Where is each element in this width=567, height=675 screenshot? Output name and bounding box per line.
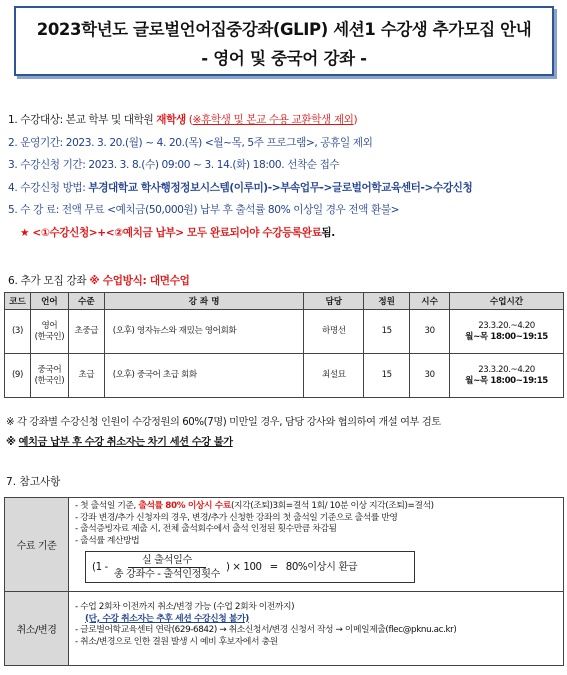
course-table [4, 292, 564, 398]
label-completion: 수료 기준 [5, 498, 69, 592]
page-title: 2023학년도 글로벌언어집중강좌(GLIP) 세션1 수강생 추가모집 안내 [36, 20, 532, 39]
item-label: 수강신청 방법: [20, 181, 89, 194]
table-row [5, 354, 564, 398]
completion-rule [75, 501, 557, 513]
formula-box [85, 551, 415, 583]
cell-level: 초급 [68, 354, 104, 398]
cell-code: (9) [5, 354, 31, 398]
col-capacity: 정원 [364, 293, 410, 310]
note-mark: ※ [6, 437, 19, 448]
title-box [14, 6, 554, 76]
page-subtitle: - 영어 및 중국어 강좌 - [201, 49, 367, 68]
lang-name: 중국어 [37, 364, 62, 375]
cell-language [30, 354, 68, 398]
cancel-procedure: - 글로벌어학교육센터 연락(629-6842) → 취소신청서/변경 신청서 작성 → 이메일제출(flec@pknu.ac.kr) [75, 625, 457, 636]
item-number: 1. [8, 114, 18, 126]
item-warning [8, 225, 563, 248]
item-target [8, 112, 563, 135]
item-number: 4. [8, 181, 18, 194]
col-hours: 시수 [410, 293, 450, 310]
cancel-content [69, 592, 564, 666]
date-range: 23.3.20.~4.20 [478, 364, 535, 375]
cell-code: (3) [5, 310, 31, 354]
cell-capacity: 15 [364, 310, 410, 354]
paren-open: ( [185, 114, 193, 126]
table-row [5, 310, 564, 354]
item-fee [8, 202, 563, 225]
cell-teacher: 최설묘 [304, 354, 364, 398]
exclusion-note: ※휴학생 및 본교 수용 교환학생 제외 [192, 114, 354, 126]
cell-level: 초중급 [68, 310, 104, 354]
formula-fraction [114, 554, 220, 581]
rule-detail: (지각(조퇴)3회=결석 1회/ 10분 이상 지각(조퇴)=결석) [230, 501, 434, 511]
col-teacher: 담당 [304, 293, 364, 310]
item-apply-period [8, 157, 563, 180]
note-cancel-text: 예치금 납부 후 수강 취소자는 차기 세션 수강 불가 [18, 437, 233, 448]
label-cancel: 취소/변경 [5, 592, 69, 666]
ref-row-cancel [5, 592, 564, 666]
cell-course-name: (오후) 영자뉴스와 재밌는 영어회화 [104, 310, 304, 354]
section-7-heading: 7. 참고사항 [6, 476, 61, 488]
cell-class-time [450, 354, 564, 398]
lang-teacher: (한국인) [34, 375, 65, 386]
star-icon: ★ [20, 226, 30, 239]
evidence-rule: - 출석증빙자료 제출 시, 전체 출석회수에서 출석 인정된 횟수만큼 차감됨 [75, 524, 337, 535]
item-text: 운영기간: 2023. 3. 20.(월) ~ 4. 20.(목) <월~목, 5주 프로그램>, 공휴일 제외 [20, 136, 373, 149]
completion-content [69, 498, 564, 592]
time-range: 월~목 18:00~19:15 [465, 375, 548, 386]
item-text: 수 강 료: 전액 무료 <예치금(50,000원) 납부 후 출석률 80% 이상일 경우 전액 환불> [20, 204, 400, 216]
item-number: 5. [8, 204, 18, 216]
col-class-time: 수업시간 [450, 293, 564, 310]
formula-close: ) × 100 [225, 561, 262, 573]
cell-hours: 30 [410, 354, 450, 398]
col-course-name: 강 좌 명 [104, 293, 304, 310]
highlight-text: 재학생 [156, 114, 186, 126]
item-label: 수강대상: 본교 학부 및 대학원 [20, 114, 157, 126]
cancel-warning: (단, 수강 취소자는 추후 세션 수강신청 불가) [85, 613, 249, 624]
table-header [5, 293, 564, 310]
class-mode: ※ 수업방식: 대면수업 [89, 275, 190, 287]
calc-heading: - 출석률 계산방법 [75, 535, 140, 546]
warning-end: 됨. [321, 226, 335, 239]
lang-teacher: (한국인) [34, 331, 65, 342]
ref-row-completion [5, 498, 564, 592]
cancel-refill: - 취소/변경으로 인한 결원 발생 시 예비 후보자에서 충원 [75, 636, 278, 647]
info-list [8, 112, 563, 247]
formula-open: (1 - [92, 561, 108, 573]
cell-capacity: 15 [364, 354, 410, 398]
formula-equals: = [269, 561, 278, 573]
paren-close: ) [353, 114, 358, 126]
change-rule: - 강좌 변경/추가 신청자의 경우, 변경/추가 신청한 강좌의 첫 출석일 기준으로 출석률 반영 [75, 512, 398, 523]
cell-language [30, 310, 68, 354]
item-period [8, 135, 563, 158]
note-min-enrollment: ※ 각 강좌별 수강신청 인원이 수강정원의 60%(7명) 미만일 경우, 담당 강사와 협의하여 개설 여부 검토 [6, 417, 441, 428]
note-cancel [6, 435, 441, 455]
cell-course-name: (오후) 중국어 초급 회화 [104, 354, 304, 398]
cell-teacher: 하명선 [304, 310, 364, 354]
rule-highlight: 출석률 80% 이상시 수료 [138, 501, 231, 511]
warning-text: <①수강신청>+<②예치금 납부> 모두 완료되어야 수강등록완료 [29, 226, 322, 239]
cell-class-time [450, 310, 564, 354]
col-code: 코드 [5, 293, 31, 310]
formula-denominator: 총 강좌수 - 출석인정횟수 [113, 568, 220, 580]
formula-numerator: 실 출석일수 [128, 554, 206, 568]
apply-path: 부경대학교 학사행정정보시스템(이루미)->부속업무->글로벌어학교육센터->수강신청 [88, 181, 473, 194]
cancel-deadline: - 수업 2회차 이전까지 취소/변경 가능 (수업 2회차 이전까지) [75, 602, 295, 612]
lang-name: 영어 [41, 320, 58, 331]
section-label: 6. 추가 모집 강좌 [8, 275, 90, 287]
cell-hours: 30 [410, 310, 450, 354]
reference-table [4, 497, 564, 666]
formula-result: 80%이상시 환급 [285, 561, 358, 573]
item-number: 3. [8, 159, 18, 171]
col-level: 수준 [68, 293, 104, 310]
time-range: 월~목 18:00~19:15 [465, 331, 548, 342]
item-apply-method [8, 180, 563, 203]
item-number: 2. [8, 136, 18, 149]
section-6-heading [8, 273, 190, 288]
attendance-formula [85, 550, 557, 584]
rule-prefix: - 첫 출석일 기준, [75, 501, 139, 511]
notes [6, 415, 441, 455]
date-range: 23.3.20.~4.20 [478, 320, 535, 331]
item-text: 수강신청 기간: 2023. 3. 8.(수) 09:00 ~ 3. 14.(화) 18:00. 선착순 접수 [20, 159, 340, 171]
col-language: 언어 [30, 293, 68, 310]
